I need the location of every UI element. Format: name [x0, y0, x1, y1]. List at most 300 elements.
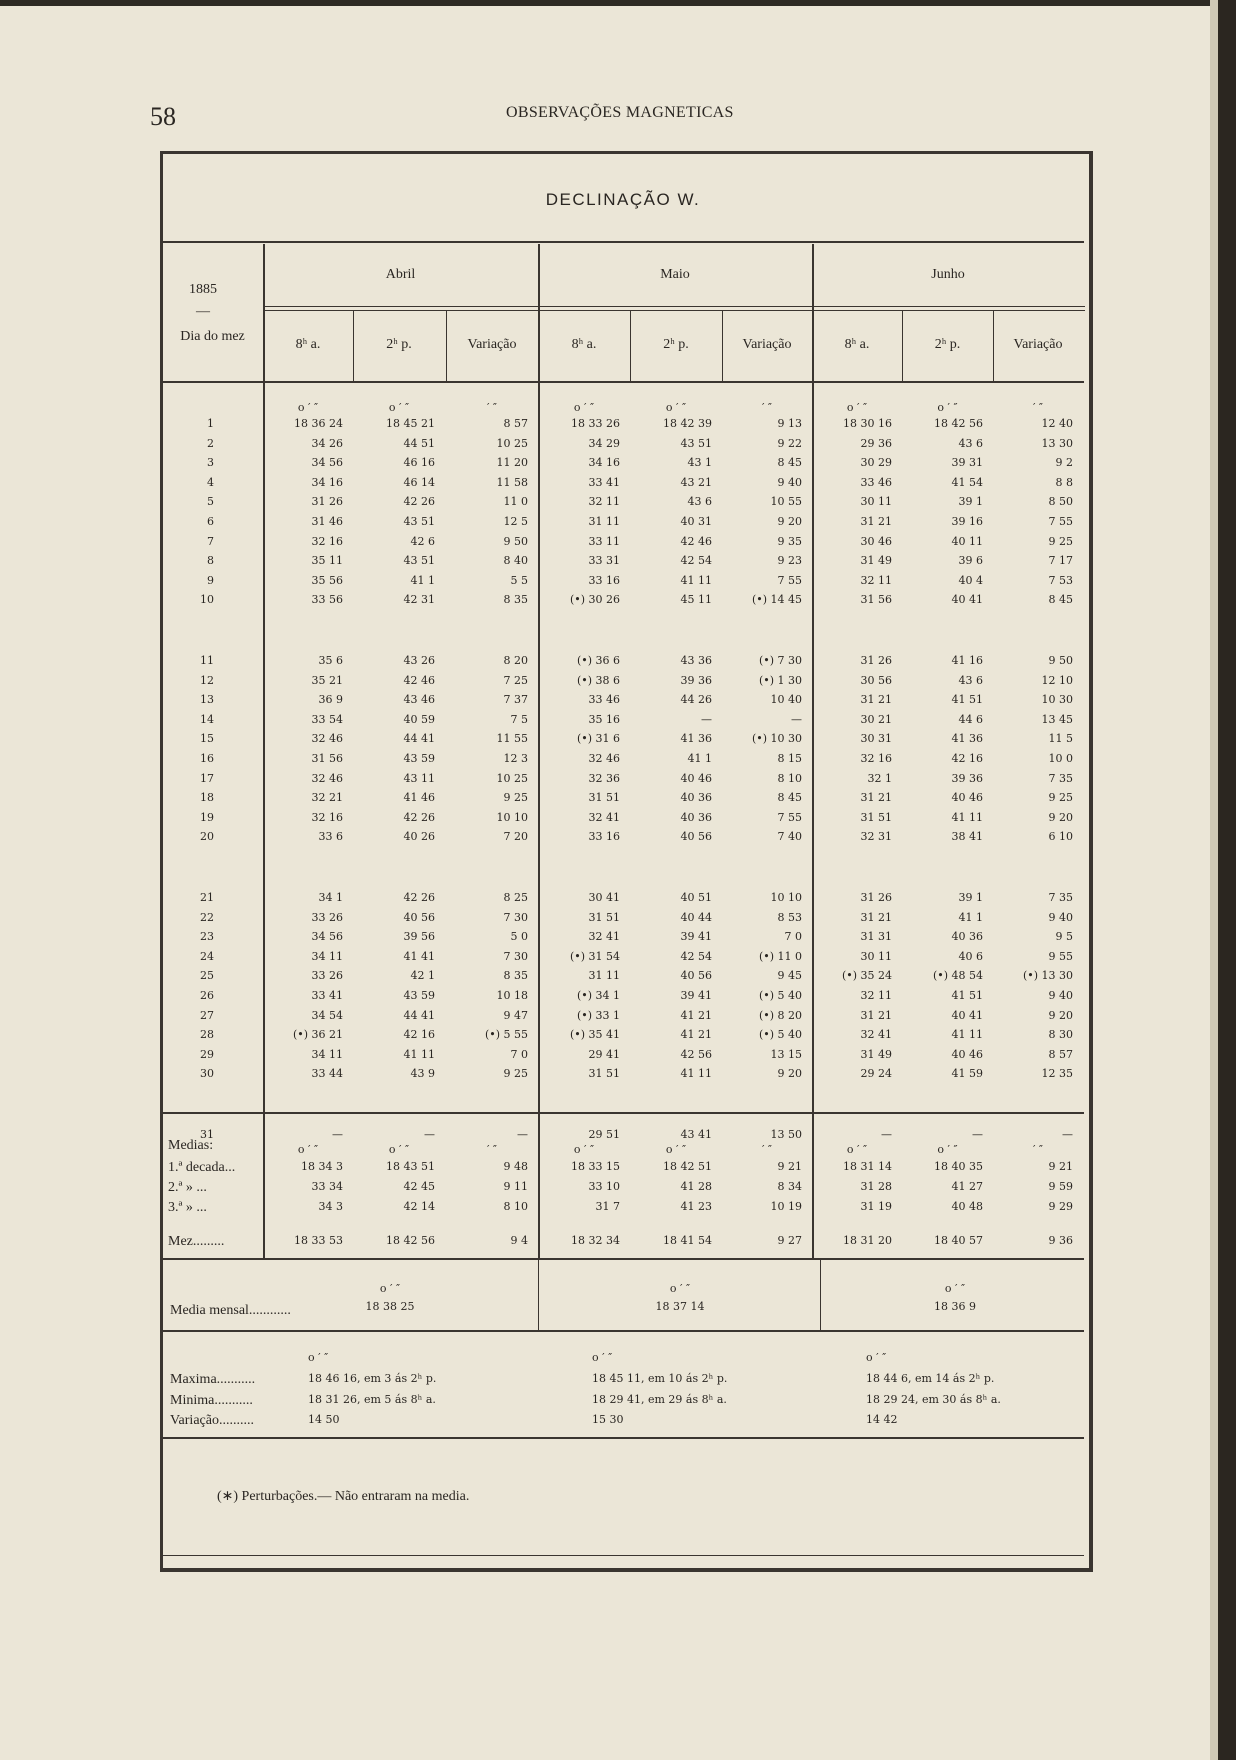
- medias-cell: 40 48: [951, 1200, 983, 1213]
- medias-cell: 42 45: [403, 1180, 435, 1193]
- table-cell: 42 16: [951, 752, 983, 765]
- table-cell: 32 16: [311, 810, 343, 824]
- table-cell: 32 1: [867, 771, 892, 785]
- unit-mark: o ′ ″: [592, 1351, 613, 1364]
- table-cell: 31 26: [860, 891, 892, 904]
- table-cell: 33 56: [311, 593, 343, 607]
- rule-extremes-end: [162, 1437, 1084, 1439]
- table-cell: 9 25: [503, 1067, 528, 1081]
- day-number: 22: [200, 910, 214, 924]
- table-cell: 7 30: [503, 949, 528, 963]
- extremes-abril-value: 18 46 16, em 3 ás 2ʰ p.: [308, 1372, 437, 1385]
- unit-mark: ′ ″: [761, 401, 773, 414]
- day-number: 1: [207, 417, 214, 430]
- vrule-day: [263, 244, 265, 1258]
- medias-cell: 34 3: [318, 1200, 343, 1213]
- table-cell: 8 15: [777, 752, 802, 765]
- table-cell: 33 26: [311, 969, 343, 983]
- day-number: 16: [200, 752, 214, 765]
- table-cell: 18 45 21: [386, 417, 435, 430]
- table-cell: 32 16: [311, 534, 343, 548]
- table-cell: 32 41: [588, 930, 620, 944]
- table-cell: 40 46: [951, 1047, 983, 1061]
- table-cell: 35 6: [318, 654, 343, 667]
- table-cell: 42 1: [410, 969, 435, 983]
- table-cell: 33 6: [318, 830, 343, 844]
- table-cell: 41 1: [958, 910, 983, 924]
- day-number: 6: [207, 515, 214, 528]
- medias-cell: 10 19: [770, 1200, 802, 1213]
- unit-mark: ′ ″: [486, 401, 498, 414]
- table-cell: 31 51: [588, 1067, 620, 1081]
- unit-mark: o ′ ″: [669, 1282, 691, 1295]
- medias-cell: 9 11: [503, 1180, 528, 1193]
- table-cell: 34 54: [311, 1008, 343, 1022]
- table-cell: 31 56: [860, 593, 892, 607]
- table-cell: 41 21: [680, 1008, 712, 1022]
- table-cell: 10 18: [496, 989, 528, 1002]
- table-cell: 40 36: [680, 791, 712, 805]
- table-cell: 11 55: [496, 732, 528, 746]
- table-cell: 31 31: [860, 930, 892, 944]
- table-cell: 39 16: [951, 515, 983, 528]
- unit-mark: ′ ″: [486, 1143, 498, 1156]
- medias-cell: 9 36: [1048, 1234, 1073, 1247]
- day-number: 2: [207, 436, 214, 450]
- table-cell: 9 20: [1048, 810, 1073, 824]
- day-number: 8: [207, 554, 214, 568]
- table-cell: 44 41: [403, 1008, 435, 1022]
- unit-mark: o ′ ″: [388, 401, 410, 414]
- table-cell: 31 26: [860, 654, 892, 667]
- table-cell: 9 25: [1048, 791, 1073, 805]
- extremes-junho-value: 14 42: [866, 1413, 898, 1426]
- medias-cell: 9 21: [1048, 1160, 1073, 1173]
- table-cell: 9 2: [1055, 456, 1073, 470]
- table-cell: 31 11: [588, 515, 620, 528]
- table-cell: 10 0: [1048, 752, 1073, 765]
- table-cell: 40 46: [951, 791, 983, 805]
- medias-cell: 18 32 34: [571, 1234, 620, 1247]
- table-cell: 33 11: [588, 534, 620, 548]
- table-cell: 43 51: [403, 554, 435, 568]
- page-number: 58: [150, 102, 176, 131]
- vrule-mensal-2: [820, 1258, 821, 1330]
- day-number: 26: [200, 989, 214, 1002]
- table-cell: 39 6: [958, 554, 983, 568]
- day-number: 18: [200, 791, 214, 805]
- table-cell: 10 25: [496, 436, 528, 450]
- unit-mark: o ′ ″: [866, 1351, 887, 1364]
- extremes-maio-value: 15 30: [592, 1413, 624, 1426]
- table-cell: 13 50: [770, 1128, 802, 1141]
- table-cell: (•) 8 20: [758, 1008, 802, 1022]
- unit-mark: o ′ ″: [846, 401, 868, 414]
- table-cell: 10 30: [1041, 693, 1073, 707]
- table-cell: 29 51: [588, 1128, 620, 1141]
- table-cell: 43 36: [680, 654, 712, 667]
- table-cell: 39 1: [958, 891, 983, 904]
- table-cell: 7 55: [1048, 515, 1073, 528]
- table-cell: 5 5: [510, 573, 528, 587]
- table-cell: 9 40: [777, 475, 802, 489]
- medias-cell: 33 34: [311, 1180, 343, 1193]
- table-cell: 32 16: [860, 752, 892, 765]
- table-cell: (•) 36 6: [576, 654, 620, 667]
- table-cell: 34 16: [311, 475, 343, 489]
- day-number: 31: [200, 1128, 214, 1141]
- column-header: Variação: [1013, 337, 1063, 352]
- day-number: 19: [200, 810, 214, 824]
- media-mensal-value: 18 37 14: [655, 1300, 705, 1313]
- day-number: 12: [200, 673, 214, 687]
- day-number: 23: [200, 930, 214, 944]
- table-cell: 34 16: [588, 456, 620, 470]
- table-cell: 40 51: [680, 891, 712, 904]
- day-number: 9: [207, 573, 214, 587]
- table-cell: 31 51: [588, 791, 620, 805]
- rule-medias-end: [162, 1258, 1084, 1260]
- table-frame: [160, 151, 1093, 1572]
- table-cell: 43 51: [403, 515, 435, 528]
- medias-cell: 18 41 54: [663, 1234, 712, 1247]
- table-cell: 39 41: [680, 930, 712, 944]
- table-cell: 33 46: [860, 475, 892, 489]
- medias-cell: 18 31 14: [843, 1160, 892, 1173]
- table-cell: 32 46: [311, 771, 343, 785]
- table-cell: 41 54: [951, 475, 983, 489]
- table-cell: 9 25: [503, 791, 528, 805]
- medias-cell: 18 31 20: [843, 1234, 892, 1247]
- unit-mark: o ′ ″: [297, 1143, 319, 1156]
- extremes-label: Minima...........: [170, 1393, 253, 1408]
- table-cell: 8 57: [1048, 1047, 1073, 1061]
- table-cell: 32 46: [311, 732, 343, 746]
- day-number: 7: [207, 534, 214, 548]
- table-cell: 12 40: [1041, 417, 1073, 430]
- table-cell: 34 29: [588, 436, 620, 450]
- table-cell: —: [332, 1128, 343, 1141]
- table-cell: 42 26: [403, 891, 435, 904]
- table-cell: 44 26: [680, 693, 712, 707]
- rule-month-a: [263, 306, 1085, 307]
- table-cell: 46 14: [403, 475, 435, 489]
- table-cell: (•) 5 40: [758, 989, 802, 1002]
- table-cell: 31 51: [860, 810, 892, 824]
- table-cell: 8 30: [1048, 1028, 1073, 1042]
- month-header-maio: Maio: [660, 267, 690, 282]
- extremes-junho-value: 18 29 24, em 30 ás 8ʰ a.: [866, 1393, 1001, 1406]
- table-cell: 9 23: [777, 554, 802, 568]
- unit-mark: o ′ ″: [846, 1143, 868, 1156]
- medias-cell: 33 10: [588, 1180, 620, 1193]
- table-cell: 8 35: [503, 593, 528, 607]
- table-cell: 41 46: [403, 791, 435, 805]
- table-cell: 44 6: [958, 712, 983, 726]
- table-cell: 30 41: [588, 891, 620, 904]
- table-cell: 8 25: [503, 891, 528, 904]
- table-cell: 11 5: [1048, 732, 1073, 746]
- extremes-maio-value: 18 29 41, em 29 ás 8ʰ a.: [592, 1393, 727, 1406]
- table-cell: 29 24: [860, 1067, 892, 1081]
- table-cell: 18 36 24: [294, 417, 343, 430]
- medias-cell: 18 40 57: [934, 1234, 983, 1247]
- medias-cell: 9 4: [510, 1234, 528, 1247]
- table-cell: 43 21: [680, 475, 712, 489]
- table-cell: 40 56: [680, 830, 712, 844]
- table-cell: 42 31: [403, 593, 435, 607]
- table-cell: 10 55: [770, 495, 802, 509]
- running-title: OBSERVAÇÕES MAGNETICAS: [506, 104, 734, 121]
- table-cell: 10 40: [770, 693, 802, 707]
- unit-mark: o ′ ″: [308, 1351, 329, 1364]
- table-cell: 33 41: [588, 475, 620, 489]
- extremes-junho-value: 18 44 6, em 14 ás 2ʰ p.: [866, 1372, 995, 1385]
- table-cell: 41 36: [680, 732, 712, 746]
- table-cell: (•) 30 26: [569, 593, 620, 607]
- table-cell: 40 36: [680, 810, 712, 824]
- table-cell: 33 41: [311, 989, 343, 1002]
- table-cell: 42 56: [680, 1047, 712, 1061]
- table-cell: 42 26: [403, 495, 435, 509]
- vrule-mensal-1: [538, 1258, 539, 1330]
- table-cell: 34 56: [311, 930, 343, 944]
- medias-cell: 18 42 51: [663, 1160, 712, 1173]
- table-cell: 12 5: [503, 515, 528, 528]
- table-cell: (•) 5 55: [484, 1028, 528, 1042]
- table-cell: 32 21: [311, 791, 343, 805]
- table-cell: 41 11: [951, 1028, 983, 1042]
- table-cell: 7 0: [784, 930, 802, 944]
- table-cell: 43 59: [403, 752, 435, 765]
- extremes-abril-value: 14 50: [308, 1413, 340, 1426]
- table-cell: 41 11: [403, 1047, 435, 1061]
- table-cell: 39 56: [403, 930, 435, 944]
- table-cell: 32 41: [588, 810, 620, 824]
- medias-cell: 18 40 35: [934, 1160, 983, 1173]
- table-cell: 32 31: [860, 830, 892, 844]
- unit-mark: o ′ ″: [379, 1282, 401, 1295]
- table-cell: 10 25: [496, 771, 528, 785]
- table-cell: 13 15: [770, 1047, 802, 1061]
- table-cell: 10 10: [770, 891, 802, 904]
- table-cell: (•) 33 1: [576, 1008, 620, 1022]
- table-cell: 34 11: [311, 1047, 343, 1061]
- column-header: Variação: [467, 337, 517, 352]
- table-cell: 11 58: [496, 475, 528, 489]
- table-cell: 42 16: [403, 1028, 435, 1042]
- day-number: 14: [200, 712, 214, 726]
- day-number: 15: [200, 732, 214, 746]
- table-cell: 43 6: [958, 436, 983, 450]
- table-cell: 31 49: [860, 1047, 892, 1061]
- table-cell: 8 50: [1048, 495, 1073, 509]
- medias-cell: 9 48: [503, 1160, 528, 1173]
- table-cell: 8 35: [503, 969, 528, 983]
- table-cell: 41 1: [410, 573, 435, 587]
- table-cell: 40 6: [958, 949, 983, 963]
- table-cell: 9 35: [777, 534, 802, 548]
- day-number: 25: [200, 969, 214, 983]
- table-cell: 30 46: [860, 534, 892, 548]
- unit-mark: ′ ″: [761, 1143, 773, 1156]
- table-cell: 34 11: [311, 949, 343, 963]
- table-cell: 8 45: [1048, 593, 1073, 607]
- table-cell: 31 26: [311, 495, 343, 509]
- table-cell: 33 16: [588, 830, 620, 844]
- table-cell: 9 20: [777, 515, 802, 528]
- table-cell: (•) 34 1: [576, 989, 620, 1002]
- medias-cell: 18 33 15: [571, 1160, 620, 1173]
- medias-row-label: 1.ª decada...: [168, 1160, 236, 1175]
- table-cell: (•) 35 24: [841, 969, 892, 983]
- day-number: 29: [200, 1047, 214, 1061]
- rule-days-end: [162, 1112, 1084, 1114]
- table-cell: 8 8: [1055, 475, 1073, 489]
- table-cell: 41 21: [680, 1028, 712, 1042]
- table-cell: 9 13: [777, 417, 802, 430]
- vrule-maio-junho: [812, 244, 814, 1258]
- medias-cell: 8 10: [503, 1200, 528, 1213]
- table-cell: 40 41: [951, 593, 983, 607]
- rule-month-b: [263, 310, 1085, 311]
- medias-cell: 31 7: [595, 1200, 620, 1213]
- table-cell: 36 9: [318, 693, 343, 707]
- table-cell: 34 26: [311, 436, 343, 450]
- table-cell: 9 25: [1048, 534, 1073, 548]
- table-cell: 30 11: [860, 949, 892, 963]
- table-title: DECLINAÇÃO W.: [545, 190, 701, 209]
- table-cell: 7 5: [510, 712, 528, 726]
- table-cell: —: [881, 1128, 892, 1141]
- table-cell: 40 46: [680, 771, 712, 785]
- table-cell: 42 6: [410, 534, 435, 548]
- table-cell: 41 11: [951, 810, 983, 824]
- table-cell: 32 11: [588, 495, 620, 509]
- day-number: 13: [200, 693, 214, 707]
- table-cell: (•) 36 21: [292, 1028, 343, 1042]
- extremes-label: Variação..........: [170, 1413, 254, 1428]
- rule-mensal-end: [162, 1330, 1084, 1332]
- media-mensal-value: 18 36 9: [934, 1300, 976, 1313]
- table-cell: 13 45: [1041, 712, 1073, 726]
- day-number: 4: [207, 475, 214, 489]
- medias-cell: 9 29: [1048, 1200, 1073, 1213]
- table-cell: 8 10: [777, 771, 802, 785]
- table-cell: 42 46: [403, 673, 435, 687]
- table-cell: 43 6: [958, 673, 983, 687]
- medias-cell: 31 19: [860, 1200, 892, 1213]
- table-cell: 7 55: [777, 810, 802, 824]
- table-cell: 5 0: [510, 930, 528, 944]
- table-cell: 7 17: [1048, 554, 1073, 568]
- medias-row-label: 2.ª » ...: [168, 1180, 207, 1195]
- day-number: 24: [200, 949, 214, 963]
- table-cell: 41 51: [951, 989, 983, 1002]
- table-cell: 43 26: [403, 654, 435, 667]
- table-cell: 40 56: [680, 969, 712, 983]
- extremes-abril-value: 18 31 26, em 5 ás 8ʰ a.: [308, 1393, 436, 1406]
- unit-mark: o ′ ″: [573, 401, 595, 414]
- table-cell: (•) 48 54: [932, 969, 983, 983]
- column-header: 2ʰ p.: [386, 337, 412, 352]
- table-cell: 31 11: [588, 969, 620, 983]
- table-cell: —: [701, 712, 712, 726]
- table-cell: 8 57: [503, 417, 528, 430]
- medias-cell: 41 23: [680, 1200, 712, 1213]
- table-cell: 41 51: [951, 693, 983, 707]
- table-cell: 30 29: [860, 456, 892, 470]
- unit-mark: o ′ ″: [388, 1143, 410, 1156]
- table-cell: 30 21: [860, 712, 892, 726]
- table-cell: 33 31: [588, 554, 620, 568]
- table-cell: —: [1062, 1128, 1073, 1141]
- table-cell: 39 41: [680, 989, 712, 1002]
- table-cell: 33 46: [588, 693, 620, 707]
- table-cell: (•) 13 30: [1022, 969, 1073, 983]
- column-header: 2ʰ p.: [663, 337, 689, 352]
- table-cell: 18 30 16: [843, 417, 892, 430]
- day-number: 20: [200, 830, 214, 844]
- table-cell: 40 44: [680, 910, 712, 924]
- table-cell: 9 45: [777, 969, 802, 983]
- table-cell: 34 56: [311, 456, 343, 470]
- unit-mark: o ′ ″: [297, 401, 319, 414]
- table-cell: 40 59: [403, 712, 435, 726]
- table-cell: 38 41: [951, 830, 983, 844]
- medias-cell: 18 42 56: [386, 1234, 435, 1247]
- extremes-label: Maxima...........: [170, 1372, 256, 1387]
- table-cell: (•) 14 45: [751, 593, 802, 607]
- media-mensal-label: Media mensal............: [170, 1303, 291, 1318]
- table-cell: 35 56: [311, 573, 343, 587]
- table-cell: 31 21: [860, 515, 892, 528]
- table-cell: 18 42 39: [663, 417, 712, 430]
- table-cell: 8 20: [503, 654, 528, 667]
- medias-cell: 18 43 51: [386, 1160, 435, 1173]
- table-cell: 40 36: [951, 930, 983, 944]
- table-cell: 7 20: [503, 830, 528, 844]
- table-cell: 9 47: [503, 1008, 528, 1022]
- table-cell: 44 41: [403, 732, 435, 746]
- table-cell: 41 41: [403, 949, 435, 963]
- table-cell: 6 10: [1048, 830, 1073, 844]
- table-cell: 9 22: [777, 436, 802, 450]
- table-cell: 45 11: [680, 593, 712, 607]
- table-cell: 13 30: [1041, 436, 1073, 450]
- extremes-maio-value: 18 45 11, em 10 ás 2ʰ p.: [592, 1372, 728, 1385]
- table-cell: 32 11: [860, 989, 892, 1002]
- table-cell: (•) 11 0: [758, 949, 802, 963]
- table-cell: 12 10: [1041, 673, 1073, 687]
- column-header: 8ʰ a.: [295, 337, 321, 352]
- table-cell: (•) 7 30: [758, 654, 802, 667]
- table-cell: 31 56: [311, 752, 343, 765]
- table-cell: 11 0: [503, 495, 528, 509]
- table-cell: 31 21: [860, 693, 892, 707]
- unit-mark: o ′ ″: [937, 1143, 958, 1156]
- medias-row-label: 3.ª » ...: [168, 1200, 207, 1215]
- day-number: 5: [207, 495, 214, 509]
- medias-cell: 9 21: [777, 1160, 802, 1173]
- medias-cell: 9 27: [777, 1234, 802, 1247]
- medias-cell: 31 28: [860, 1180, 892, 1193]
- table-cell: 43 59: [403, 989, 435, 1002]
- table-cell: 9 20: [1048, 1008, 1073, 1022]
- day-number: 30: [200, 1067, 214, 1081]
- rule-title: [162, 241, 1084, 243]
- table-cell: 32 41: [860, 1028, 892, 1042]
